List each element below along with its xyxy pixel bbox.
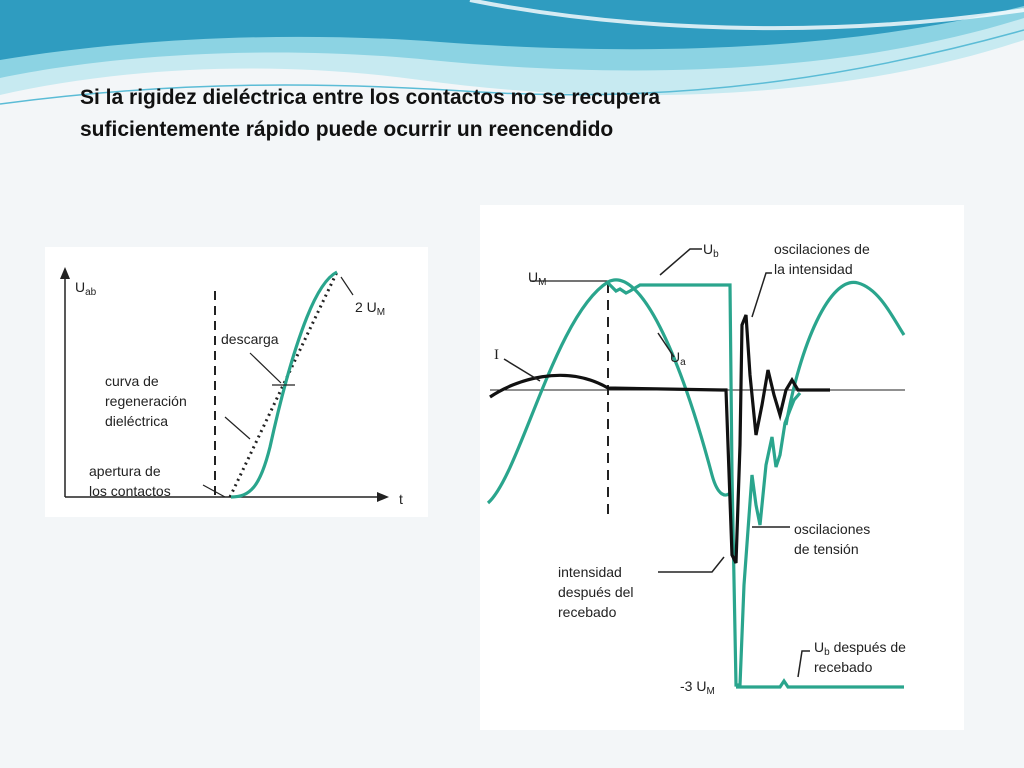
um-label-main: U <box>528 269 539 285</box>
regeneracion-label-line-3: dieléctrica <box>105 413 169 429</box>
peak-leader <box>341 277 353 295</box>
osc-int-label-line-1: oscilaciones de <box>774 241 870 257</box>
intensidad-label-line-3: recebado <box>558 604 617 620</box>
y-axis-label <box>75 277 96 303</box>
peak-label-main: 2 U <box>355 299 377 315</box>
arrow-up-icon <box>60 267 70 279</box>
descarga-leader <box>250 353 281 383</box>
regeneracion-leader <box>225 417 250 439</box>
intensidad-label-line-1: intensidad <box>558 564 622 580</box>
slide-title-line-2: suficientemente rápido puede ocurrir un reencendido <box>80 118 614 141</box>
peak-label <box>355 297 385 323</box>
y-axis-label-sub: ab <box>85 287 97 298</box>
apertura-label-line-1: apertura de <box>89 463 161 479</box>
y-axis-label-main: U <box>75 279 86 295</box>
i-label: I <box>494 347 499 363</box>
ub-label-main: U <box>703 241 714 257</box>
ua-label-main: U <box>670 349 681 365</box>
intensidad-leader <box>658 557 724 572</box>
osc-ten-label-line-2: de tensión <box>794 541 859 557</box>
ub-after-label-sub: b <box>824 647 830 658</box>
intensidad-label-line-2: después del <box>558 584 634 600</box>
ub-after-leader <box>798 651 810 677</box>
voltage-continuation-curve <box>786 282 904 425</box>
left-diagram-panel <box>45 247 428 517</box>
peak-label-sub: M <box>376 307 386 318</box>
neg3um-label-sub: M <box>706 686 715 697</box>
ub-label-sub: b <box>713 249 719 260</box>
slide-title-line-1: Si la rigidez dieléctrica entre los contactos no se recupera <box>80 86 661 109</box>
ub-after-label-main: U <box>814 639 825 655</box>
ua-label-sub: a <box>680 357 686 368</box>
osc-ten-label-line-1: oscilaciones <box>794 521 871 537</box>
ua-label <box>670 347 686 373</box>
i-leader <box>504 359 540 381</box>
ub-label <box>703 239 719 265</box>
current-curve <box>490 315 830 563</box>
um-label-sub: M <box>538 277 547 288</box>
ub-leader <box>660 249 702 275</box>
ub-voltage-curve <box>608 283 904 687</box>
osc-int-label-line-2: la intensidad <box>774 261 853 277</box>
neg3um-label <box>680 676 715 702</box>
ub-after-label-line-2: recebado <box>814 659 873 675</box>
x-axis-label: t <box>399 491 403 507</box>
ub-after-label-rest: después de <box>829 639 906 655</box>
neg3um-label-main: -3 U <box>680 678 707 694</box>
descarga-label: descarga <box>221 331 279 347</box>
regeneracion-label-line-1: curva de <box>105 373 159 389</box>
um-label <box>528 267 546 293</box>
regeneracion-label-line-2: regeneración <box>105 393 187 409</box>
arrow-right-icon <box>377 492 389 502</box>
apertura-label-line-2: los contactos <box>89 483 171 499</box>
osc-int-leader <box>752 273 772 317</box>
right-diagram-panel <box>480 205 964 730</box>
